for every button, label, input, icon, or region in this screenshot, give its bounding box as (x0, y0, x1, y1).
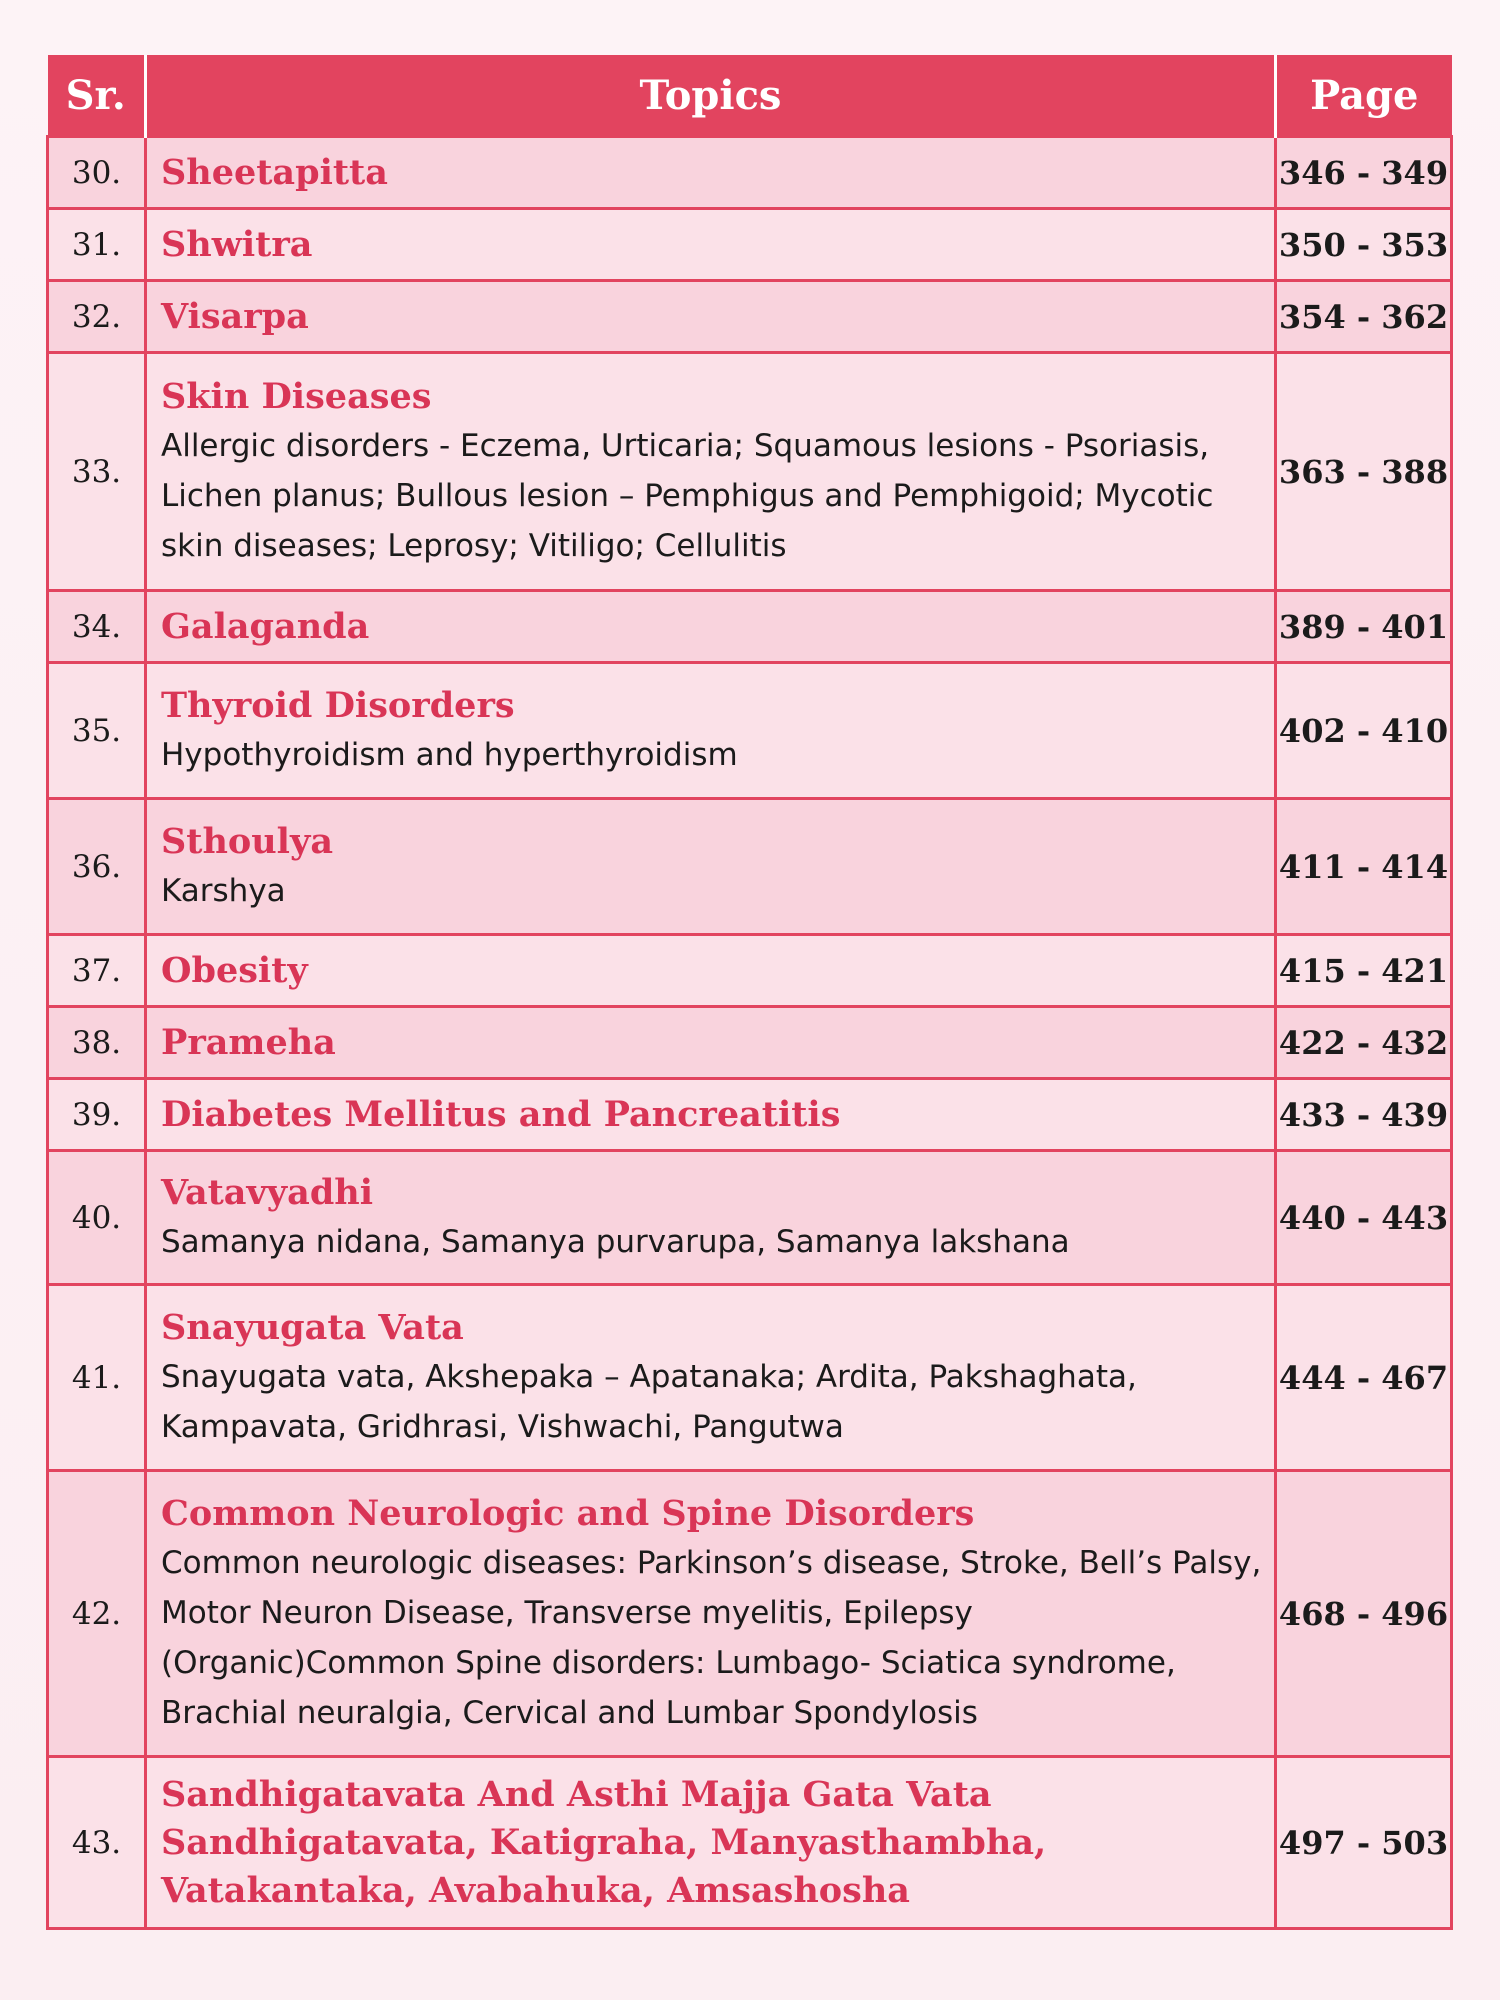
row-number: 37. (48, 935, 146, 1007)
topic-cell (146, 209, 1276, 281)
table-row (48, 137, 1452, 209)
row-number: 43. (48, 1757, 146, 1929)
row-number: 36. (48, 799, 146, 935)
topic-subtopics: Karshya (161, 872, 286, 909)
page-range: 444 - 467 (1276, 1285, 1452, 1471)
topic-subtopics: Samanya nidana, Samanya purvarupa, Samanya lakshana (161, 1223, 1070, 1260)
topic-subtopics: Allergic disorders - Eczema, Urticaria; Squamous lesions - Psoriasis, Lichen planus; Bullous lesion – Pemphigus and Pemphigoid; Mycotic skin diseases; Leprosy; Vitiligo; Cellulitis (161, 427, 1214, 564)
table-row (48, 935, 1452, 1007)
topic-title: Visarpa (161, 295, 309, 337)
table-row (48, 1471, 1452, 1757)
topic-title: Common Neurologic and Spine Disorders (161, 1492, 975, 1534)
table-row (48, 799, 1452, 935)
topic-title: Shwitra (161, 223, 313, 265)
topic-cell (146, 1757, 1276, 1929)
page-range: 350 - 353 (1276, 209, 1452, 281)
topic-cell (146, 1471, 1276, 1757)
topic-cell (146, 1079, 1276, 1151)
page-range: 440 - 443 (1276, 1151, 1452, 1285)
topic-cell (146, 353, 1276, 591)
topic-title: Thyroid Disorders (161, 684, 515, 726)
page-range: 411 - 414 (1276, 799, 1452, 935)
row-number: 40. (48, 1151, 146, 1285)
table-row (48, 281, 1452, 353)
page-range: 468 - 496 (1276, 1471, 1452, 1757)
row-number: 39. (48, 1079, 146, 1151)
topic-cell (146, 281, 1276, 353)
topic-cell (146, 1007, 1276, 1079)
header-topics: Topics (146, 55, 1276, 137)
table-header-row (48, 55, 1452, 137)
page-range: 346 - 349 (1276, 137, 1452, 209)
row-number: 34. (48, 591, 146, 663)
topic-title: Sheetapitta (161, 151, 388, 193)
topic-cell (146, 137, 1276, 209)
table-row (48, 663, 1452, 799)
table-row (48, 1079, 1452, 1151)
row-number: 42. (48, 1471, 146, 1757)
row-number: 32. (48, 281, 146, 353)
header-sr: Sr. (48, 55, 146, 137)
page-range: 497 - 503 (1276, 1757, 1452, 1929)
row-number: 35. (48, 663, 146, 799)
page-range: 422 - 432 (1276, 1007, 1452, 1079)
table-row (48, 1007, 1452, 1079)
topic-title: Galaganda (161, 605, 370, 647)
table-row (48, 1151, 1452, 1285)
contents-table (46, 55, 1453, 1930)
page-range: 415 - 421 (1276, 935, 1452, 1007)
topic-title: Obesity (161, 949, 308, 991)
topic-cell (146, 591, 1276, 663)
topic-title: Sthoulya (161, 820, 333, 862)
table-row (48, 1757, 1452, 1929)
topic-title: Diabetes Mellitus and Pancreatitis (161, 1093, 841, 1135)
page-range: 363 - 388 (1276, 353, 1452, 591)
topic-cell (146, 1285, 1276, 1471)
topic-cell (146, 663, 1276, 799)
topic-subtopics: Common neurologic diseases: Parkinson’s disease, Stroke, Bell’s Palsy, Motor Neuron Disease, Transverse myelitis, Epilepsy (Organic)Common Spine disorders: Lumbago- Sciatica syndrome, Brachial neuralgia, Cervical and Lumbar Spondylosis (161, 1544, 1262, 1731)
page-range: 402 - 410 (1276, 663, 1452, 799)
topic-title: Sandhigatavata And Asthi Majja Gata Vata Sandhigatavata, Katigraha, Manyasthambha, Vatakantaka, Avabahuka, Amsashosha (161, 1773, 1047, 1911)
topic-cell (146, 1151, 1276, 1285)
header-page: Page (1276, 55, 1452, 137)
topic-title: Vatavyadhi (161, 1171, 374, 1213)
topic-subtopics: Snayugata vata, Akshepaka – Apatanaka; Ardita, Pakshaghata, Kampavata, Gridhrasi, Vishwachi, Pangutwa (161, 1358, 1137, 1445)
page-range: 433 - 439 (1276, 1079, 1452, 1151)
row-number: 31. (48, 209, 146, 281)
table-row (48, 209, 1452, 281)
row-number: 30. (48, 137, 146, 209)
topic-title: Snayugata Vata (161, 1306, 464, 1348)
topic-title: Skin Diseases (161, 375, 432, 417)
topic-cell (146, 799, 1276, 935)
page-range: 354 - 362 (1276, 281, 1452, 353)
table-row (48, 591, 1452, 663)
table-row (48, 1285, 1452, 1471)
topic-subtopics: Hypothyroidism and hyperthyroidism (161, 736, 738, 773)
row-number: 41. (48, 1285, 146, 1471)
page-range: 389 - 401 (1276, 591, 1452, 663)
table-row (48, 353, 1452, 591)
row-number: 33. (48, 353, 146, 591)
topic-cell (146, 935, 1276, 1007)
row-number: 38. (48, 1007, 146, 1079)
topic-title: Prameha (161, 1021, 336, 1063)
